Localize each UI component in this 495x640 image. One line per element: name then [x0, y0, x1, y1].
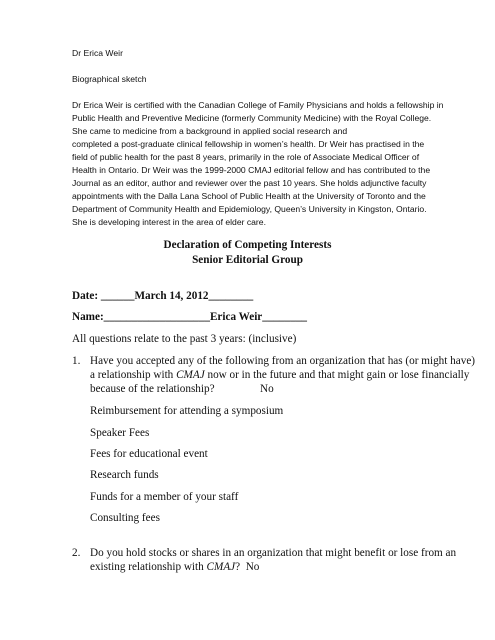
list-item: Consulting fees: [90, 512, 160, 524]
answer-text: No: [245, 561, 260, 573]
question-number: 1.: [72, 355, 81, 367]
answer-text: No: [260, 383, 274, 395]
bio-subtitle: Biographical sketch: [72, 74, 147, 84]
question-text: [90, 560, 259, 574]
bio-line: Health in Ontario. Dr Weir was the 1999-2000 CMAJ editorial fellow and has contributed to the: [72, 165, 431, 175]
bio-line: She came to medicine from a background in applied social research and: [72, 126, 348, 136]
question-text-part: existing relationship with: [90, 561, 207, 573]
question-text-part: ?: [235, 561, 241, 573]
bio-line: Public Health and Preventive Medicine (formerly Community Medicine) with the Royal College.: [72, 113, 432, 123]
list-item: Speaker Fees: [90, 427, 150, 439]
author-name: Dr Erica Weir: [72, 48, 123, 58]
questions-intro: All questions relate to the past 3 years: (inclusive): [72, 333, 297, 345]
list-item: Reimbursement for attending a symposium: [90, 405, 284, 417]
bio-line: She is developing interest in the area of elder care.: [72, 217, 266, 227]
question-text: [90, 368, 469, 382]
bio-line: Dr Erica Weir is certified with the Canadian College of Family Physicians and holds a fellowship in: [72, 100, 444, 110]
question-number: 2.: [72, 547, 81, 559]
bio-line: appointments with the Dalla Lana School of Public Health at the University of Toronto and the: [72, 191, 426, 201]
bio-line: field of public health for the past 8 years, primarily in the role of Associate Medical Officer of: [72, 152, 420, 162]
list-item: Fees for educational event: [90, 448, 208, 460]
list-item: Research funds: [90, 469, 159, 481]
declaration-title: Declaration of Competing Interests: [163, 239, 332, 251]
journal-name: CMAJ: [176, 369, 205, 381]
question-text: because of the relationship?: [90, 383, 215, 395]
list-item: Funds for a member of your staff: [90, 491, 239, 503]
date-field: Date: ______March 14, 2012________: [72, 290, 254, 302]
bio-line: Department of Community Health and Epidemiology, Queen’s University in Kingston, Ontario.: [72, 204, 427, 214]
journal-name: CMAJ: [206, 561, 236, 573]
question-text: Do you hold stocks or shares in an organization that might benefit or lose from an: [90, 547, 457, 559]
question-text-part: now or in the future and that might gain or lose financially: [204, 369, 470, 381]
bio-line: completed a post-graduate clinical fellowship in women’s health. Dr Weir has practised in the: [72, 139, 425, 149]
question-text: Have you accepted any of the following from an organization that has (or might have): [90, 355, 476, 367]
declaration-subtitle: Senior Editorial Group: [192, 254, 303, 266]
question-text-part: a relationship with: [90, 369, 177, 381]
name-field: Name:___________________Erica Weir________: [72, 311, 308, 323]
bio-line: Journal as an editor, author and reviewer over the past 10 years. She holds adjunctive faculty: [72, 178, 427, 188]
